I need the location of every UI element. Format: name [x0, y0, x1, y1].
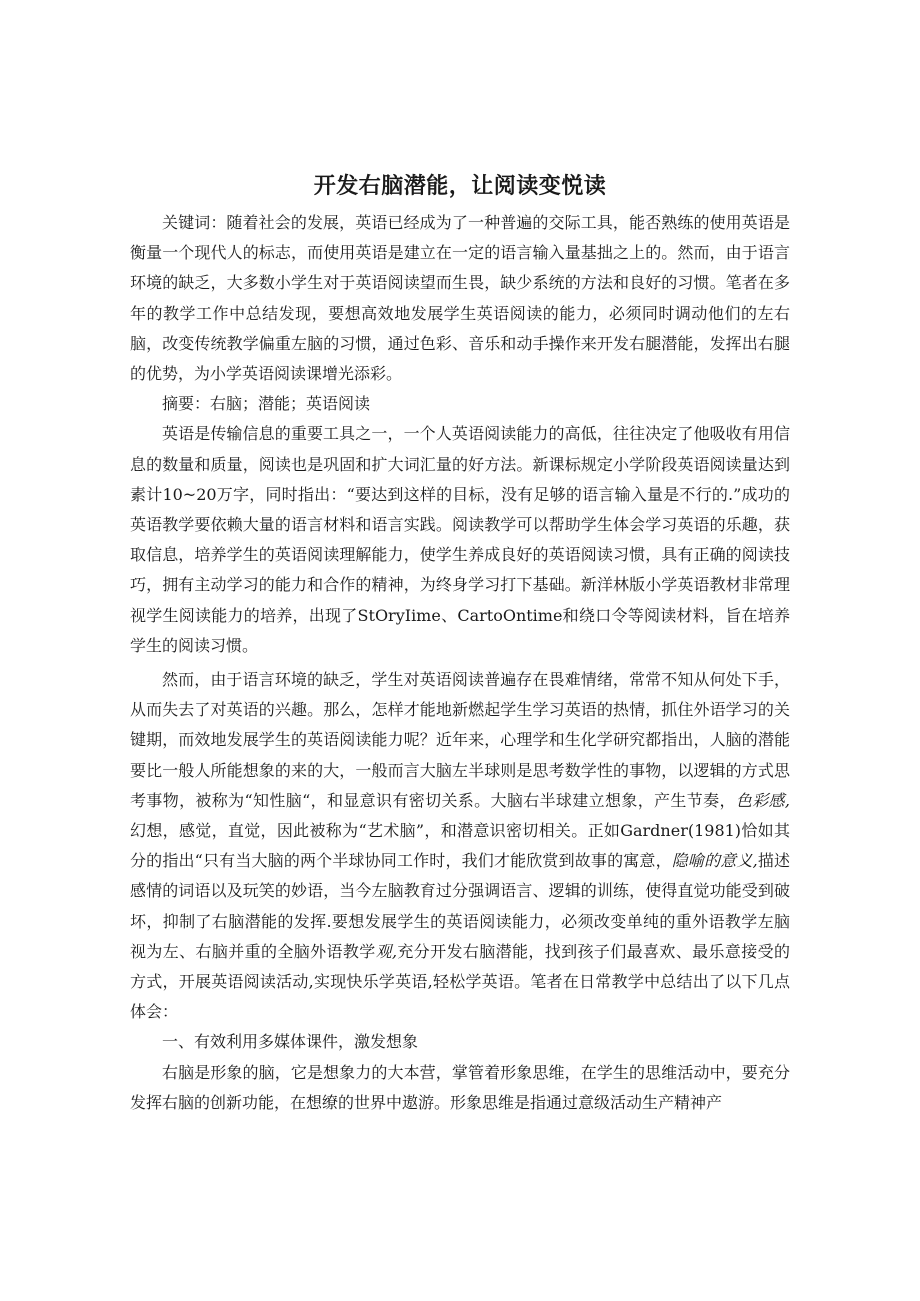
italic-phrase-color-sense: 色彩感,: [735, 790, 790, 810]
abstract-paragraph: 摘要：右脑；潜能；英语阅读: [162, 394, 371, 414]
body-paragraph-2-part-c: 描述感情的词语以及玩笑的妙语，当今左脑教育过分强调语言、逻辑的训练，使得直觉功能受到破坏，抑制了右脑潜能的发挥.要想发展学生的英语阅读能力，必须改变单纯的重外语教学左脑视为左、右脑并重的全脑外语教学: [130, 851, 790, 961]
italic-phrase-view: 观,: [375, 941, 398, 961]
body-paragraph-2-part-d: 充分开发右脑潜能，找到孩子们最喜欢、最乐意接受的方式，开展英语阅读活动,实现快乐学英语,轻松学英语。笔者在日常教学中总结出了以下几点体会：: [130, 941, 790, 1022]
section-heading-1: 一、有效利用多媒体课件，激发想象: [162, 1032, 419, 1052]
body-paragraph-2-part-b: 幻想，感觉，直觉，因此被称为“艺术脑”，和潜意识密切相关。正如Gardner(1981)恰如其分的指出“只有当大脑的两个半球协同工作时，我们才能欣赏到故事的寓意，: [130, 821, 790, 871]
body-paragraph-2-part-a: 然而，由于语言环境的缺乏，学生对英语阅读普遍存在畏难情绪，常常不知从何处下手，从而失去了对英语的兴趣。那么，怎样才能地新燃起学生学习英语的热情，抓住外语学习的关键期，而效地发展学生的英语阅读能力呢？近年来，心理学和生化学研究都指出，人脑的潜能要比一般人所能想象的来的大，一般而言大脑左半球则是思考数学性的事物，以逻辑的方式思考事物，被称为“知性脑“，和显意识有密切关系。大脑右半球建立想象，产生节奏，: [130, 670, 790, 810]
keywords-paragraph: 关键词：随着社会的发展，英语已经成为了一种普遍的交际工具，能否熟练的使用英语是衡量一个现代人的标志，而使用英语是建立在一定的语言输入量基拙之上的。然而，由于语言环境的缺乏，大多数小学生对于英语阅读望而生畏，缺少系统的方法和良好的习惯。笔者在多年的教学工作中总结发现，要想高效地发展学生英语阅读的能力，必须同时调动他们的左右脑，改变传统教学偏重左脑的习惯，通过色彩、音乐和动手操作来开发右腿潜能，发挥出右腿的优势，为小学英语阅读课增光添彩。: [130, 213, 790, 384]
body-paragraph-3: 右脑是形象的脑，它是想象力的大本营，掌管着形象思维，在学生的思维活动中，要充分发挥右脑的创新功能，在想缭的世界中遨游。形象思维是指通过意级活动生产精神产: [130, 1062, 790, 1112]
document-title: 开发右脑潜能，让阅读变悦读: [313, 174, 607, 199]
document-page: [130, 172, 790, 1118]
body-paragraph-2: [130, 665, 790, 1027]
italic-phrase-metaphor: 隐喻的意义,: [671, 851, 758, 871]
body-paragraph-1: 英语是传输信息的重要工具之一，一个人英语阅读能力的高低，往往决定了他吸收有用信息的数量和质量，阅读也是巩固和扩大词汇量的好方法。新课标规定小学阶段英语阅读量达到素计10~20万字，同时指出：“要达到这样的目标，没有足够的语言输入量是不行的.”成功的英语教学要依赖大量的语言材料和语言实践。阅读教学可以帮助学生体会学习英语的乐趣，获取信息，培养学生的英语阅读理解能力，使学生养成良好的英语阅读习惯，具有正确的阅读技巧，拥有主动学习的能力和合作的精神，为终身学习打下基础。新洋林版小学英语教材非常理视学生阅读能力的培养，出现了StOryIime、CartoOntime和绕口令等阅读材料，旨在培养学生的阅读习惯。: [130, 424, 790, 655]
